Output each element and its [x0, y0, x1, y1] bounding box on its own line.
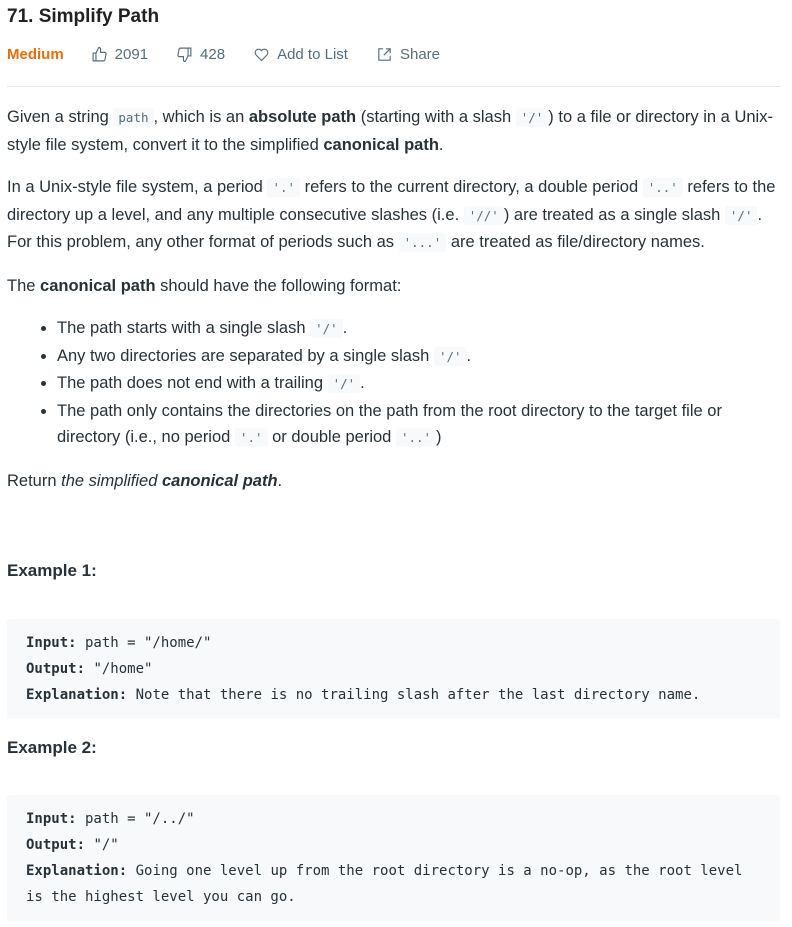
problem-meta-bar	[7, 46, 468, 63]
input-value: path = "/../"	[76, 811, 195, 827]
inline-code: '.'	[235, 428, 268, 447]
add-to-list-button[interactable]	[253, 46, 348, 63]
inline-code: '/'	[725, 206, 758, 225]
description-paragraph-1	[7, 104, 780, 158]
explanation-label: Explanation:	[26, 863, 128, 879]
example-1-heading: Example 1:	[7, 561, 97, 580]
inline-code: '//'	[464, 206, 504, 225]
share-icon	[376, 46, 393, 63]
add-to-list-label: Add to List	[277, 46, 348, 63]
like-button[interactable]	[91, 46, 148, 63]
text: should have the following format:	[155, 276, 402, 295]
header-divider	[7, 86, 780, 87]
description-paragraph-3	[7, 273, 780, 300]
bold-text: canonical path	[40, 276, 156, 295]
text: .	[342, 319, 348, 337]
inline-code: '...'	[399, 233, 447, 252]
text: .	[277, 471, 283, 490]
share-button[interactable]	[376, 46, 440, 63]
text: are treated as file/directory names.	[446, 233, 705, 251]
list-item	[57, 315, 780, 343]
inline-code: '..'	[396, 428, 436, 447]
example-2-block	[7, 795, 780, 921]
text: .	[466, 346, 472, 365]
output-label: Output:	[26, 837, 86, 853]
text: )	[436, 428, 442, 446]
text: Given a string	[7, 108, 114, 126]
heart-icon	[253, 46, 270, 63]
text: refers to the directory up a level, and any multiple consecutive slashes (i.e.	[7, 178, 776, 224]
inline-code: '/'	[310, 319, 343, 338]
text: The path starts with a single slash	[57, 319, 311, 337]
bold-text: absolute path	[248, 108, 357, 126]
format-rules-list	[7, 315, 780, 452]
description-paragraph-2	[7, 174, 780, 257]
thumbs-up-icon	[91, 46, 108, 63]
text: or double period	[267, 428, 396, 446]
inline-code: '.'	[267, 178, 300, 197]
output-label: Output:	[26, 660, 86, 677]
bold-text: canonical path	[323, 135, 439, 154]
explanation-text: Going one level up from the root directory is a no-op, as the root level is the highest level you can go.	[26, 863, 751, 905]
example-2-heading: Example 2:	[7, 737, 97, 757]
bold-italic-text: canonical path	[162, 471, 278, 490]
share-label: Share	[399, 46, 440, 63]
inline-code: path	[113, 108, 153, 127]
dislike-count: 428	[200, 46, 226, 63]
problem-description	[7, 104, 780, 921]
text: ) are treated as a single slash	[503, 205, 725, 224]
inline-code: '..'	[643, 178, 683, 197]
italic-text: the simplified	[61, 471, 162, 490]
inline-code: '/'	[516, 108, 549, 127]
text: The path only contains the directories on the path from the root directory to the target file or directory (i.e., no period	[57, 401, 722, 446]
explanation-label: Explanation:	[26, 686, 128, 703]
input-label: Input:	[26, 634, 77, 651]
text: The	[7, 276, 41, 295]
inline-code: '/'	[328, 374, 361, 393]
list-item	[57, 370, 780, 398]
difficulty-label: Medium	[7, 46, 64, 63]
text: (starting with a slash	[356, 108, 516, 126]
input-value: path = "/home/"	[76, 634, 212, 651]
text: .	[360, 374, 365, 392]
problem-title: 71. Simplify Path	[7, 6, 160, 27]
text: In a Unix-style file system, a period	[7, 178, 268, 196]
text: Any two directories are separated by a single slash	[57, 346, 434, 365]
dislike-button[interactable]	[176, 46, 225, 63]
list-item	[57, 343, 780, 371]
thumbs-down-icon	[176, 46, 193, 63]
text: Return	[7, 471, 62, 490]
text: .	[438, 135, 444, 154]
example-1-block	[7, 619, 780, 719]
like-count: 2091	[114, 46, 149, 63]
explanation-text: Note that there is no trailing slash after the last directory name.	[127, 686, 701, 703]
text: . For this problem, any other format of periods such as	[7, 205, 763, 251]
output-value: "/home"	[85, 660, 153, 677]
description-paragraph-4	[7, 468, 780, 495]
text: refers to the current directory, a double period	[300, 178, 643, 196]
text: The path does not end with a trailing	[57, 374, 328, 392]
list-item	[57, 398, 780, 452]
output-value: "/"	[85, 837, 119, 853]
inline-code: '/'	[434, 347, 467, 366]
input-label: Input:	[26, 811, 77, 827]
text: , which is an	[153, 108, 249, 126]
text: ) to a file or directory in a Unix-style file system, convert it to the simplified	[7, 108, 773, 154]
